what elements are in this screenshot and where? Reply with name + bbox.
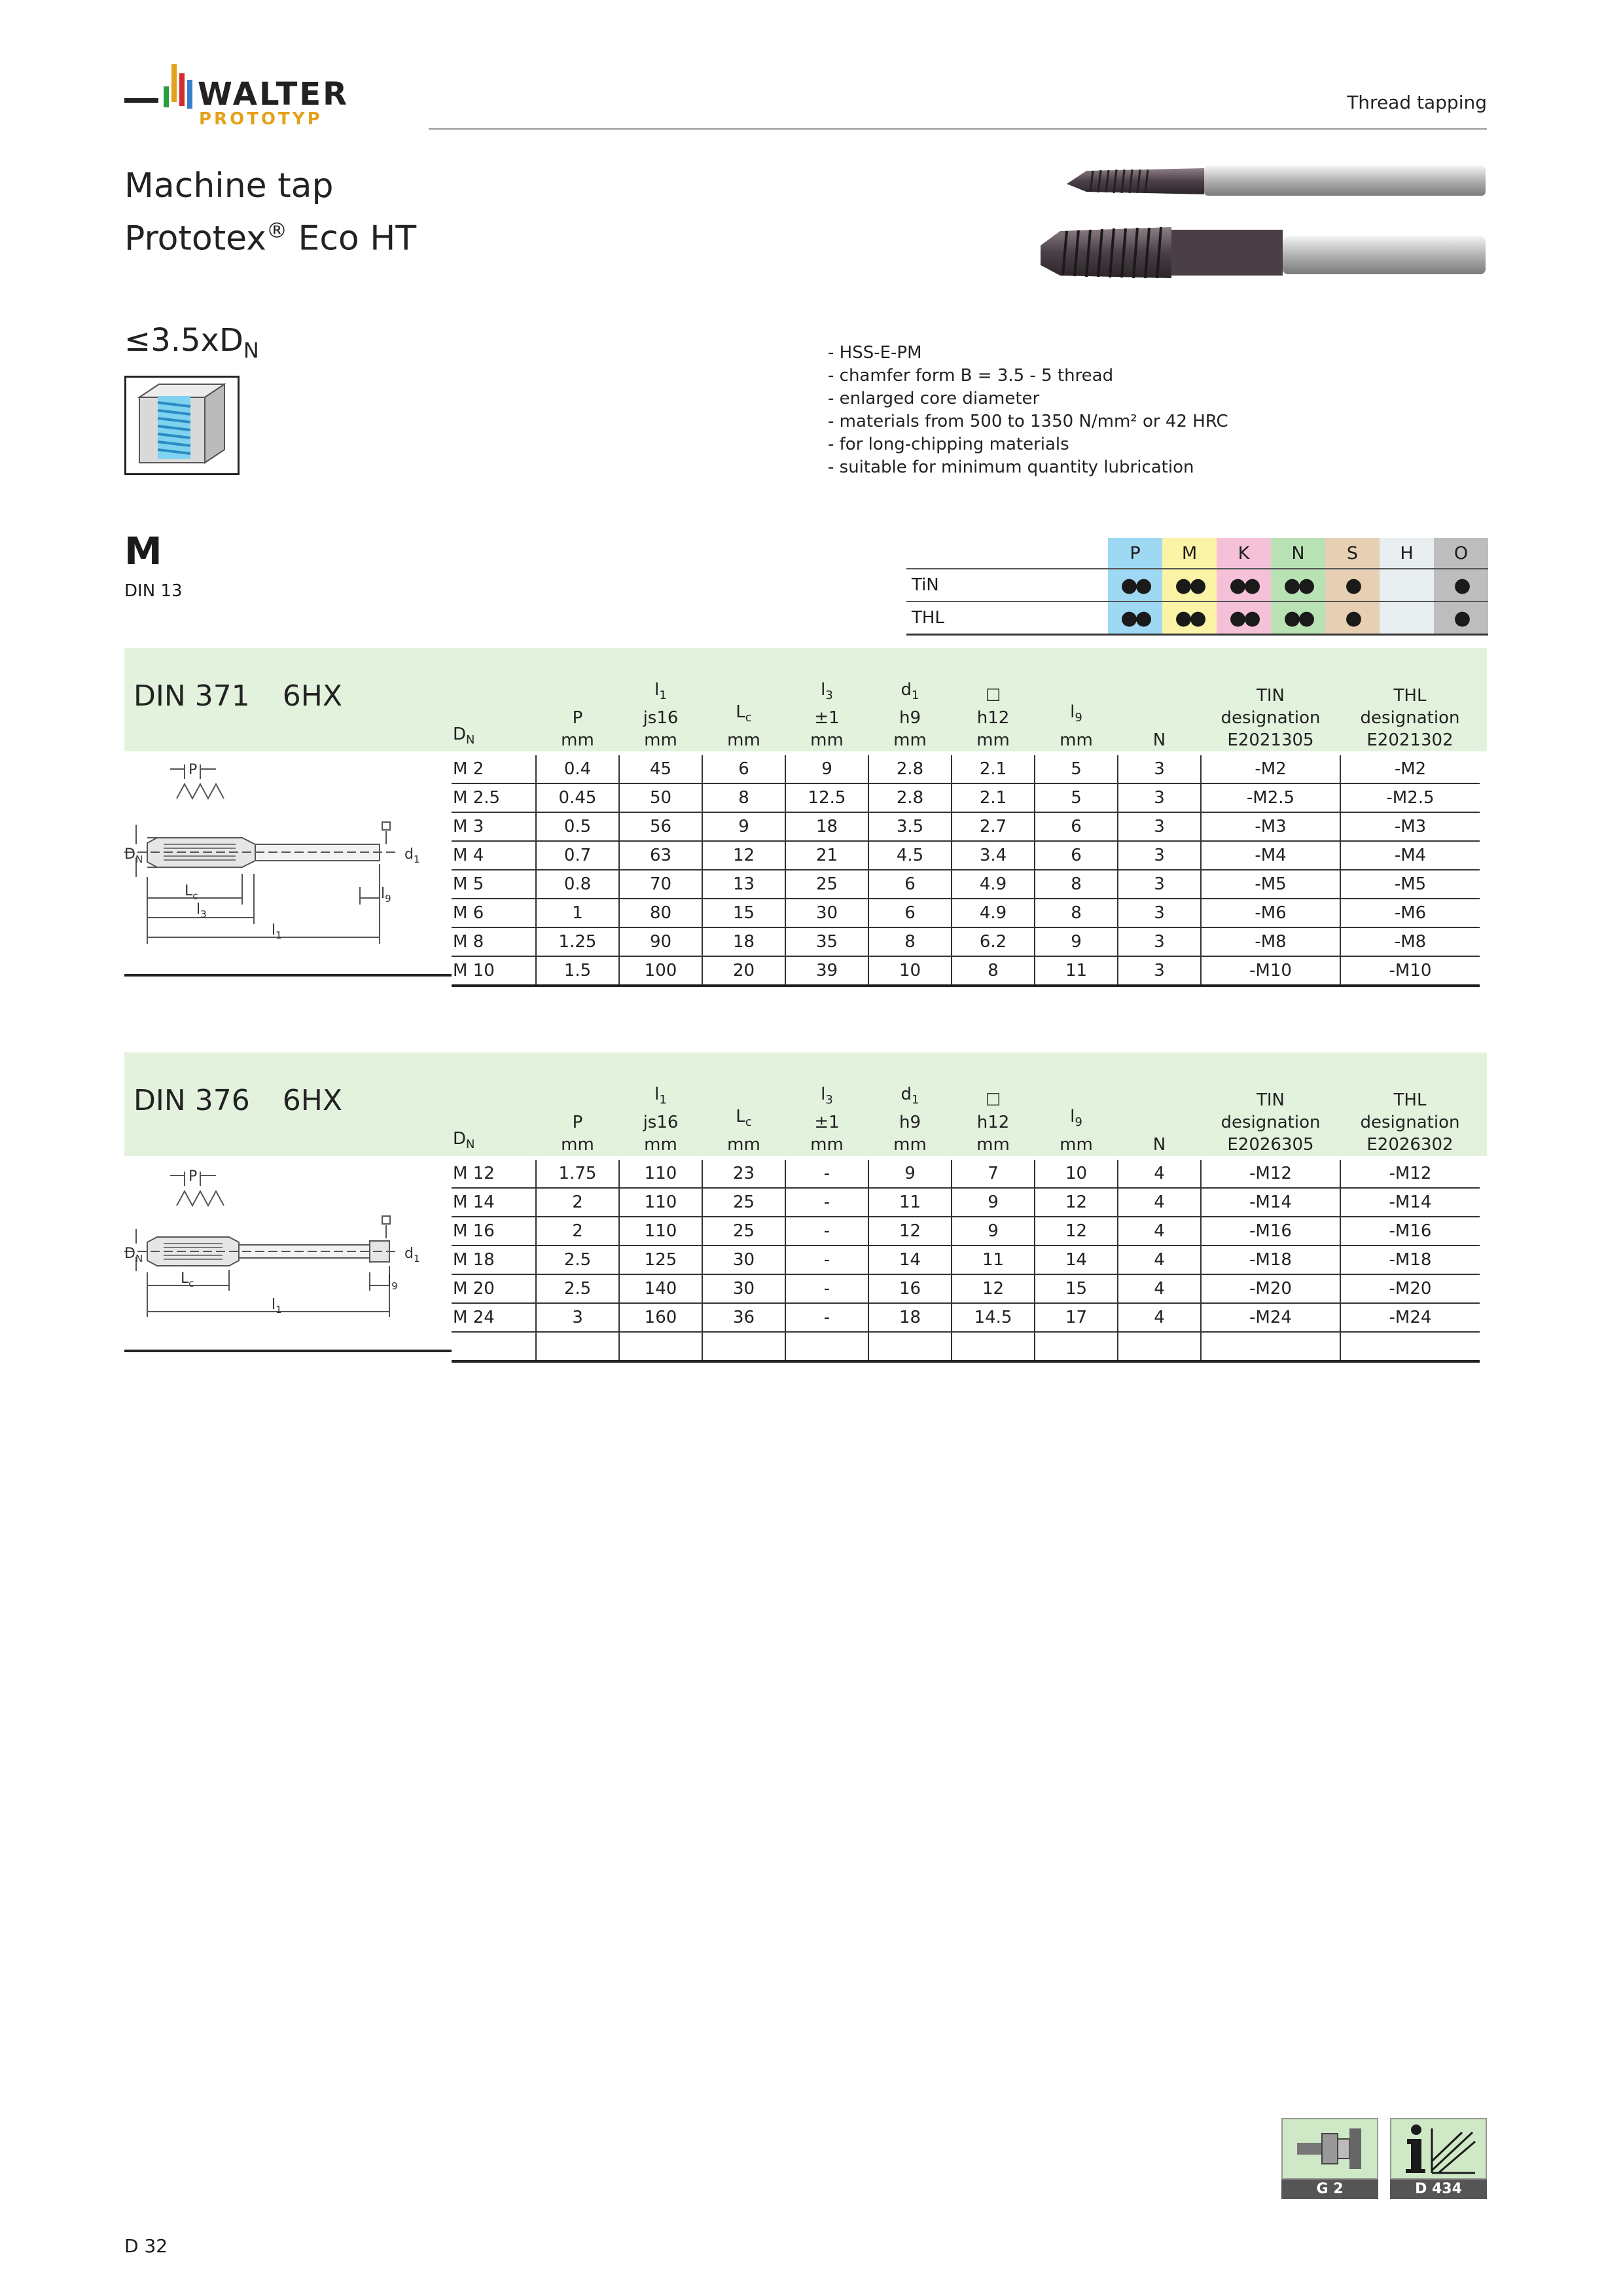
table-cell: 12	[702, 841, 785, 870]
table-cell: 14.5	[952, 1303, 1035, 1332]
material-col-header: N	[1271, 538, 1325, 569]
table-row	[452, 1246, 1480, 1274]
table-cell: 0.4	[536, 755, 619, 783]
sketch-bottom-rule	[124, 974, 452, 977]
column-header: $D_N$	[453, 724, 475, 747]
thread-size-cell: M 2	[452, 755, 536, 783]
table-cell: 15	[1035, 1274, 1118, 1303]
column-header: $d_1$ h9 mm	[893, 679, 927, 750]
table-cell: -	[785, 1246, 868, 1274]
table-cell: 56	[619, 812, 702, 841]
material-rating: ●●	[1162, 601, 1217, 635]
column-header: TIN designation E2026305	[1221, 1090, 1321, 1155]
table-cell: 30	[702, 1246, 785, 1274]
sketch-label-l3: $l_3$	[196, 901, 207, 920]
table-cell: 30	[702, 1274, 785, 1303]
table-cell: -M5	[1201, 870, 1340, 899]
table-cell: 0.7	[536, 841, 619, 870]
table-cell: -M2.5	[1340, 783, 1480, 812]
walter-prototyp-logo	[124, 60, 406, 132]
table-cell: 3	[536, 1303, 619, 1332]
table-cell: 2.5	[536, 1246, 619, 1274]
table-cell	[1201, 1332, 1340, 1361]
table-cell: 13	[702, 870, 785, 899]
table-cell: 12	[1035, 1217, 1118, 1246]
din371-dimension-sketch	[124, 753, 452, 975]
sketch-bottom-rule	[124, 1350, 452, 1352]
table-cell: 8	[952, 956, 1035, 986]
feature-item: - chamfer form B = 3.5 - 5 thread	[828, 366, 1114, 386]
title-line-2	[124, 208, 416, 260]
toolholder-icon	[1281, 2118, 1378, 2179]
table-cell: 10	[868, 956, 952, 986]
table-cell: -	[785, 1217, 868, 1246]
table-row	[452, 755, 1480, 783]
table-cell: -M2	[1201, 755, 1340, 783]
table-cell: -M10	[1340, 956, 1480, 986]
table-cell: 3.4	[952, 841, 1035, 870]
logo-text-main: WALTER	[198, 76, 349, 113]
table-cell: 3	[1118, 783, 1201, 812]
table-cell: 6.2	[952, 927, 1035, 956]
sketch-label-dn: $D_N$	[124, 846, 143, 865]
table-cell: -	[785, 1274, 868, 1303]
material-col-header: S	[1325, 538, 1380, 569]
table-cell	[1035, 1332, 1118, 1361]
table-cell	[536, 1332, 619, 1361]
depth-value: ≤3.5xD	[124, 322, 243, 359]
thread-size-cell: M 24	[452, 1303, 536, 1332]
material-col-header: H	[1380, 538, 1434, 569]
table-cell: -M2	[1340, 755, 1480, 783]
title-line-1: Machine tap	[124, 166, 334, 206]
material-rating: ●	[1325, 569, 1380, 601]
thread-size-cell: M 16	[452, 1217, 536, 1246]
table-cell: -M8	[1201, 927, 1340, 956]
table-cell: -M10	[1201, 956, 1340, 986]
column-header: N	[1152, 730, 1166, 750]
table-row	[452, 927, 1480, 956]
table-cell: 18	[868, 1303, 952, 1332]
table-header-row	[452, 1052, 1480, 1160]
table-cell: 4.9	[952, 899, 1035, 927]
table-cell: 9	[952, 1188, 1035, 1217]
table-cell: 3	[1118, 870, 1201, 899]
table-cell: 4	[1118, 1246, 1201, 1274]
table-cell: 12	[868, 1217, 952, 1246]
material-rating: ●●	[1271, 569, 1325, 601]
table-cell: 8	[1035, 899, 1118, 927]
table-cell: 70	[619, 870, 702, 899]
table-cell: 8	[868, 927, 952, 956]
table-cell: 4	[1118, 1303, 1201, 1332]
table-cell: -M16	[1201, 1217, 1340, 1246]
table-cell: 12.5	[785, 783, 868, 812]
machine-tap-photo	[1041, 154, 1492, 295]
table-cell	[952, 1332, 1035, 1361]
depth-subscript: N	[243, 338, 259, 363]
table-cell: 6	[868, 870, 952, 899]
thread-size-cell: M 8	[452, 927, 536, 956]
table-cell: 1	[536, 899, 619, 927]
table-cell: 110	[619, 1217, 702, 1246]
column-header: $l_9$ mm	[1060, 1106, 1093, 1155]
material-col-header: P	[1108, 538, 1162, 569]
table-cell: -	[785, 1188, 868, 1217]
table-row	[452, 899, 1480, 927]
material-rating: ●●	[1108, 601, 1162, 635]
table-cell: 30	[785, 899, 868, 927]
table-cell: 4	[1118, 1217, 1201, 1246]
material-col-header: K	[1217, 538, 1271, 569]
feature-item: - suitable for minimum quantity lubrication	[828, 457, 1194, 477]
material-col-header: O	[1434, 538, 1488, 569]
din376-dimension-sketch	[124, 1157, 452, 1354]
feature-item: - enlarged core diameter	[828, 389, 1040, 408]
table-cell: 39	[785, 956, 868, 986]
table-cell: -M6	[1340, 899, 1480, 927]
table-cell: 9	[702, 812, 785, 841]
table-cell: 6	[702, 755, 785, 783]
section-label: Thread tapping	[1347, 92, 1487, 113]
column-header: $l_1$ js16 mm	[643, 679, 679, 750]
table-cell	[868, 1332, 952, 1361]
feature-item: - materials from 500 to 1350 N/mm² or 42 HRC	[828, 412, 1228, 431]
table-cell: 16	[868, 1274, 952, 1303]
column-header: P mm	[561, 708, 594, 750]
material-rating: ●	[1434, 569, 1488, 601]
material-rating: ●●	[1162, 569, 1217, 601]
material-rating: ●●	[1271, 601, 1325, 635]
thread-size-cell: M 14	[452, 1188, 536, 1217]
thread-size-cell: M 5	[452, 870, 536, 899]
table-cell: -	[785, 1160, 868, 1188]
table-cell: 2	[536, 1217, 619, 1246]
table-cell: 2.5	[536, 1274, 619, 1303]
thread-size-cell: M 20	[452, 1274, 536, 1303]
table-cell: 3	[1118, 956, 1201, 986]
reference-link-d434[interactable]	[1390, 2118, 1487, 2199]
table-cell: 6	[868, 899, 952, 927]
material-rating: ●●	[1108, 569, 1162, 601]
thread-size-cell: M 4	[452, 841, 536, 870]
table-cell	[1118, 1332, 1201, 1361]
table-cell: 11	[952, 1246, 1035, 1274]
table-cell: 80	[619, 899, 702, 927]
table-cell: 110	[619, 1188, 702, 1217]
table-cell: 25	[702, 1217, 785, 1246]
table-cell: 1.5	[536, 956, 619, 986]
sketch-label-l1: $l_1$	[272, 1297, 282, 1316]
table-cell: -M8	[1340, 927, 1480, 956]
sketch-label-l9: $l_9$	[381, 886, 391, 905]
table-cell: 3	[1118, 812, 1201, 841]
material-col-header: M	[1162, 538, 1217, 569]
table-cell: 12	[1035, 1188, 1118, 1217]
reference-link-g2[interactable]	[1281, 2118, 1378, 2199]
material-rating: ●	[1325, 601, 1380, 635]
table-cell: 1.25	[536, 927, 619, 956]
material-rating	[1380, 569, 1434, 601]
table-cell: 2	[536, 1188, 619, 1217]
table-row	[452, 1332, 1480, 1361]
thread-size-cell: M 2.5	[452, 783, 536, 812]
table-cell: -	[785, 1303, 868, 1332]
product-title	[124, 164, 416, 260]
table-cell: 23	[702, 1160, 785, 1188]
din376-dimensions-table	[452, 1052, 1480, 1363]
table-row	[452, 956, 1480, 986]
thread-type-letter: M	[124, 529, 162, 573]
material-rating: ●	[1434, 601, 1488, 635]
sketch-label-p: P	[188, 762, 198, 778]
table-cell: -M14	[1201, 1188, 1340, 1217]
table-cell: 5	[1035, 755, 1118, 783]
table-cell: 7	[952, 1160, 1035, 1188]
sketch-label-lc: $L_c$	[185, 883, 198, 902]
table-cell: 11	[868, 1188, 952, 1217]
table-cell: 4.9	[952, 870, 1035, 899]
registered-mark: ®	[266, 218, 287, 243]
table-cell: 11	[1035, 956, 1118, 986]
table-cell: -M12	[1201, 1160, 1340, 1188]
table-cell: 8	[1035, 870, 1118, 899]
tolerance-class: 6HX	[282, 1084, 342, 1117]
product-name: Prototex	[124, 219, 266, 259]
column-header: ☐ h12 mm	[976, 686, 1010, 750]
thread-standard: DIN 13	[124, 581, 183, 601]
sketch-label-l9: $l_9$	[387, 1273, 398, 1292]
column-header: N	[1152, 1135, 1166, 1155]
table-cell: 100	[619, 956, 702, 986]
coating-label: TiN	[906, 569, 1108, 601]
table-cell: 17	[1035, 1303, 1118, 1332]
sketch-label-d1: $d_1$	[404, 1246, 420, 1265]
sketch-label-d1: $d_1$	[404, 846, 420, 865]
column-header: P mm	[561, 1113, 594, 1155]
thread-size-cell	[452, 1332, 536, 1361]
feature-item: - HSS-E-PM	[828, 343, 922, 363]
thread-size-cell: M 10	[452, 956, 536, 986]
table-cell: 14	[1035, 1246, 1118, 1274]
table-cell: -M14	[1340, 1188, 1480, 1217]
din376-title	[134, 1084, 342, 1117]
din-number: DIN 376	[134, 1084, 250, 1117]
table-cell: -M3	[1201, 812, 1340, 841]
table-cell: 21	[785, 841, 868, 870]
table-cell: 2.8	[868, 783, 952, 812]
sketch-label-lc: $L_c$	[181, 1270, 194, 1289]
table-cell: -M2.5	[1201, 783, 1340, 812]
table-cell	[702, 1332, 785, 1361]
logo-text-sub: PROTOTYP	[199, 109, 323, 129]
table-cell: 2.8	[868, 755, 952, 783]
material-suitability-table	[906, 538, 1488, 636]
column-header: $L_c$ mm	[727, 702, 760, 750]
table-cell: 0.45	[536, 783, 619, 812]
table-cell: 140	[619, 1274, 702, 1303]
thread-size-cell: M 6	[452, 899, 536, 927]
table-row	[452, 1303, 1480, 1332]
table-cell: 125	[619, 1246, 702, 1274]
table-row	[452, 812, 1480, 841]
column-header: TIN designation E2021305	[1221, 686, 1321, 750]
feature-list	[828, 342, 1228, 479]
material-rating: ●●	[1217, 601, 1271, 635]
thread-size-cell: M 18	[452, 1246, 536, 1274]
table-cell: 36	[702, 1303, 785, 1332]
table-cell: 25	[702, 1188, 785, 1217]
sketch-label-l1: $l_1$	[272, 922, 282, 941]
table-cell: 9	[952, 1217, 1035, 1246]
table-cell: 2.1	[952, 755, 1035, 783]
table-cell: 6	[1035, 841, 1118, 870]
table-cell: 63	[619, 841, 702, 870]
table-cell: 3	[1118, 927, 1201, 956]
table-cell: 110	[619, 1160, 702, 1188]
table-cell: 14	[868, 1246, 952, 1274]
table-cell: 160	[619, 1303, 702, 1332]
column-header: $l_9$ mm	[1060, 702, 1093, 750]
reference-tag: G 2	[1281, 2179, 1378, 2199]
table-cell: 18	[702, 927, 785, 956]
table-cell: 2.7	[952, 812, 1035, 841]
table-row	[452, 1217, 1480, 1246]
table-cell: 25	[785, 870, 868, 899]
sketch-label-p: P	[188, 1168, 198, 1185]
table-cell: 18	[785, 812, 868, 841]
drilling-depth-label	[124, 322, 259, 363]
table-row	[452, 1274, 1480, 1303]
table-cell	[1340, 1332, 1480, 1361]
column-header: ☐ h12 mm	[976, 1090, 1010, 1155]
table-cell: 9	[1035, 927, 1118, 956]
table-cell: -M16	[1340, 1217, 1480, 1246]
table-cell: 4.5	[868, 841, 952, 870]
table-cell: 45	[619, 755, 702, 783]
table-cell: 20	[702, 956, 785, 986]
table-cell: 12	[952, 1274, 1035, 1303]
column-header: $l_3$ ±1 mm	[810, 679, 844, 750]
table-cell: 3	[1118, 841, 1201, 870]
table-cell: 50	[619, 783, 702, 812]
table-cell: 8	[702, 783, 785, 812]
column-header: THL designation E2026302	[1360, 1090, 1460, 1155]
table-row	[452, 1160, 1480, 1188]
table-cell: -M12	[1340, 1160, 1480, 1188]
table-cell: 4	[1118, 1188, 1201, 1217]
table-cell: -M18	[1201, 1246, 1340, 1274]
table-cell: -M3	[1340, 812, 1480, 841]
column-header: $d_1$ h9 mm	[893, 1084, 927, 1155]
table-cell: 10	[1035, 1160, 1118, 1188]
reference-tag: D 434	[1390, 2179, 1487, 2199]
table-cell: 0.5	[536, 812, 619, 841]
information-icon	[1390, 2118, 1487, 2179]
din-number: DIN 371	[134, 679, 250, 713]
table-cell: -M20	[1201, 1274, 1340, 1303]
table-cell	[619, 1332, 702, 1361]
thread-size-cell: M 3	[452, 812, 536, 841]
table-cell: 6	[1035, 812, 1118, 841]
column-header: $D_N$	[453, 1128, 475, 1151]
table-cell: -M6	[1201, 899, 1340, 927]
table-cell: 15	[702, 899, 785, 927]
table-cell: 9	[785, 755, 868, 783]
column-header: $L_c$ mm	[727, 1106, 760, 1155]
table-cell: -M4	[1201, 841, 1340, 870]
blind-hole-icon	[124, 376, 240, 475]
table-row	[452, 783, 1480, 812]
material-rating	[1380, 601, 1434, 635]
table-cell: 35	[785, 927, 868, 956]
table-cell: 90	[619, 927, 702, 956]
feature-item: - for long-chipping materials	[828, 435, 1069, 454]
table-cell: 1.75	[536, 1160, 619, 1188]
table-cell: -M24	[1340, 1303, 1480, 1332]
table-cell: -M5	[1340, 870, 1480, 899]
table-cell: 3	[1118, 755, 1201, 783]
column-header: $l_1$ js16 mm	[643, 1084, 679, 1155]
table-row	[452, 870, 1480, 899]
table-cell: 0.8	[536, 870, 619, 899]
sketch-label-dn: $D_N$	[124, 1246, 143, 1265]
page-number: D 32	[124, 2235, 168, 2257]
table-cell: 4	[1118, 1160, 1201, 1188]
table-cell: 3	[1118, 899, 1201, 927]
table-cell: 3.5	[868, 812, 952, 841]
coating-label: THL	[906, 601, 1108, 635]
table-cell: -M18	[1340, 1246, 1480, 1274]
table-cell: 4	[1118, 1274, 1201, 1303]
table-cell: -M24	[1201, 1303, 1340, 1332]
thread-size-cell: M 12	[452, 1160, 536, 1188]
table-cell: -M20	[1340, 1274, 1480, 1303]
din371-dimensions-table	[452, 648, 1480, 987]
table-cell: 2.1	[952, 783, 1035, 812]
table-cell: -M4	[1340, 841, 1480, 870]
header-divider	[429, 128, 1487, 130]
product-variant: Eco HT	[287, 219, 417, 259]
table-cell	[785, 1332, 868, 1361]
din371-title	[134, 679, 342, 713]
table-cell: 9	[868, 1160, 952, 1188]
table-cell: 5	[1035, 783, 1118, 812]
material-rating: ●●	[1217, 569, 1271, 601]
column-header: THL designation E2021302	[1360, 686, 1460, 750]
column-header: $l_3$ ±1 mm	[810, 1084, 844, 1155]
table-header-row	[452, 648, 1480, 755]
tolerance-class: 6HX	[282, 679, 342, 713]
table-row	[452, 1188, 1480, 1217]
table-row	[452, 841, 1480, 870]
